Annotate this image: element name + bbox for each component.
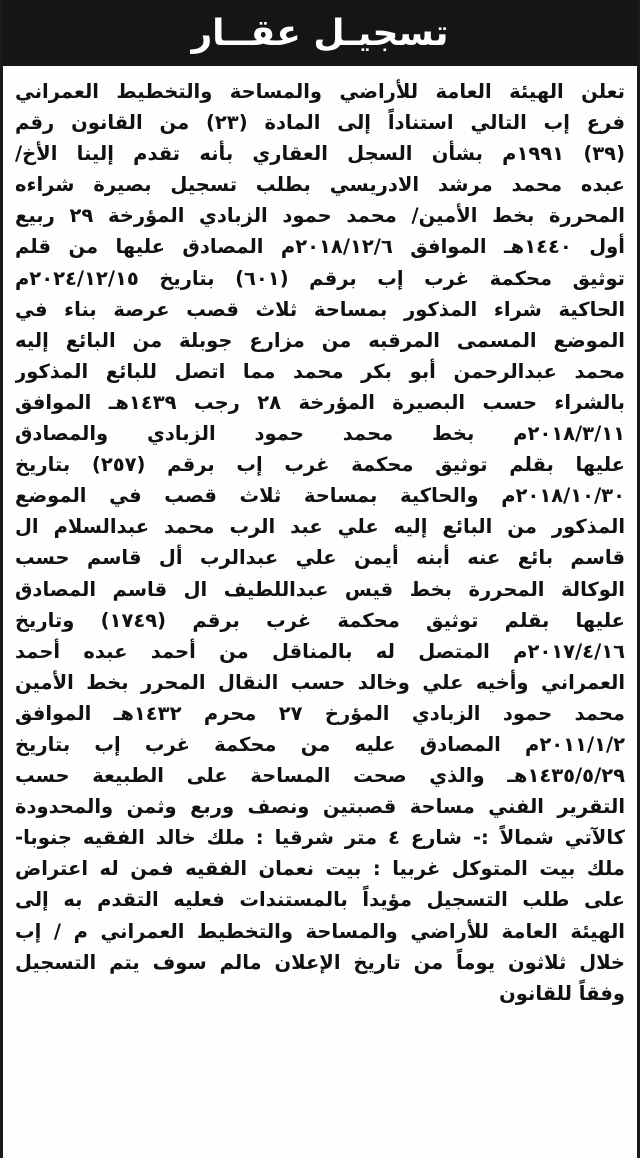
notice-line: توثيق محكمة غرب إب برقم (٦٠١) بتاريخ ٢٠٢٤/١٢/١٥م: [15, 266, 625, 290]
notice-line: الوكالة المحررة بخط قيس عبداللطيف ال قاسم المصادق: [15, 577, 625, 601]
notice-line: المحررة بخط الأمين/ محمد حمود الزبادي المؤرخة ٢٩ ربيع: [15, 204, 625, 228]
notice-line: على طلب التسجيل مؤيداً بالمستندات فعليه التقدم به إلى: [15, 888, 625, 912]
notice-line: عليها بقلم توثيق محكمة غرب برقم (١٧٤٩) وتاريخ: [15, 608, 625, 632]
notice-line: أول ١٤٤٠هـ الموافق ٢٠١٨/١٢/٦م المصادق عليها من قلم: [15, 235, 625, 259]
notice-line: قاسم بائع عنه أبنه أيمن علي عبدالرب أل قاسم حسب: [15, 546, 625, 570]
notice-line: ملك بيت المتوكل غربيا : بيت نعمان الفقيه فمن له اعتراض: [15, 857, 625, 881]
notice-line: ٢٠١٨/١٠/٣٠م والحاكية بمساحة ثلاث قصب في الموضع: [15, 484, 625, 508]
notice-line-final: وفقاً للقانون: [499, 981, 625, 1005]
notice-header: [3, 0, 637, 66]
notice-line: ٢٠١١/١/٢م المصادق عليه من محكمة غرب إب بتاريخ: [15, 732, 625, 756]
notice-line: العمراني وأخيه علي وخالد حسب النقال المحرر بخط الأمين: [15, 670, 625, 694]
notice-line: فرع إب التالي استناداً إلى المادة (٢٣) من القانون رقم: [15, 111, 625, 135]
notice-line: الحاكية شراء المذكور بمساحة ثلاث قصب عرصة بناء في: [15, 297, 625, 321]
notice-line: (٣٩) ١٩٩١م بشأن السجل العقاري بأنه تقدم إلينا الأخ/: [15, 142, 625, 166]
notice-line: التقرير الفني مساحة قصبتين ونصف وربع وثمن والمحدودة: [15, 795, 625, 819]
notice-line: محمد عبدالرحمن أبو بكر محمد مما اتصل للبائع المذكور: [15, 359, 625, 383]
notice-line: الموضع المسمى المرقبه من مزارع جوبلة من البائع إليه: [15, 328, 625, 352]
notice-line: خلال ثلاثون يوماً من تاريخ الإعلان مالم سوف يتم التسجيل: [15, 950, 625, 974]
notice-body: [3, 66, 637, 1009]
notice-line: عبده محمد مرشد الادريسي بطلب تسجيل بصيرة شراءه: [15, 173, 625, 197]
notice-line: محمد حمود الزبادي المؤرخ ٢٧ محرم ١٤٣٢هـ الموافق: [15, 701, 625, 725]
notice-line: الهيئة العامة للأراضي والمساحة والتخطيط العمراني م / إب: [15, 919, 625, 943]
notice-line: المذكور من البائع إليه علي عبد الرب محمد عبدالسلام ال: [15, 515, 625, 539]
notice-line: عليها بقلم توثيق محكمة غرب إب برقم (٢٥٧) بتاريخ: [15, 453, 625, 477]
notice-line: ٢٠١٧/٤/١٦م المتصل له بالمناقل من أحمد عبده أحمد: [15, 639, 625, 663]
notice-line: بالشراء حسب البصيرة المؤرخة ٢٨ رجب ١٤٣٩هـ الموافق: [15, 390, 625, 414]
notice-title: تسجيـل عقــار: [191, 12, 449, 54]
notice-line: تعلن الهيئة العامة للأراضي والمساحة والتخطيط العمراني: [15, 80, 625, 103]
notice-line: ٢٠١٨/٣/١١م بخط محمد حمود الزبادي والمصادق: [15, 422, 625, 446]
notice-line: ١٤٣٥/٥/٢٩هـ والذي صحت المساحة على الطبيعة حسب: [15, 764, 625, 788]
notice-line: كالآتي شمالاً :- شارع ٤ متر شرقيا : ملك خالد الفقيه جنوبا-: [15, 826, 625, 850]
